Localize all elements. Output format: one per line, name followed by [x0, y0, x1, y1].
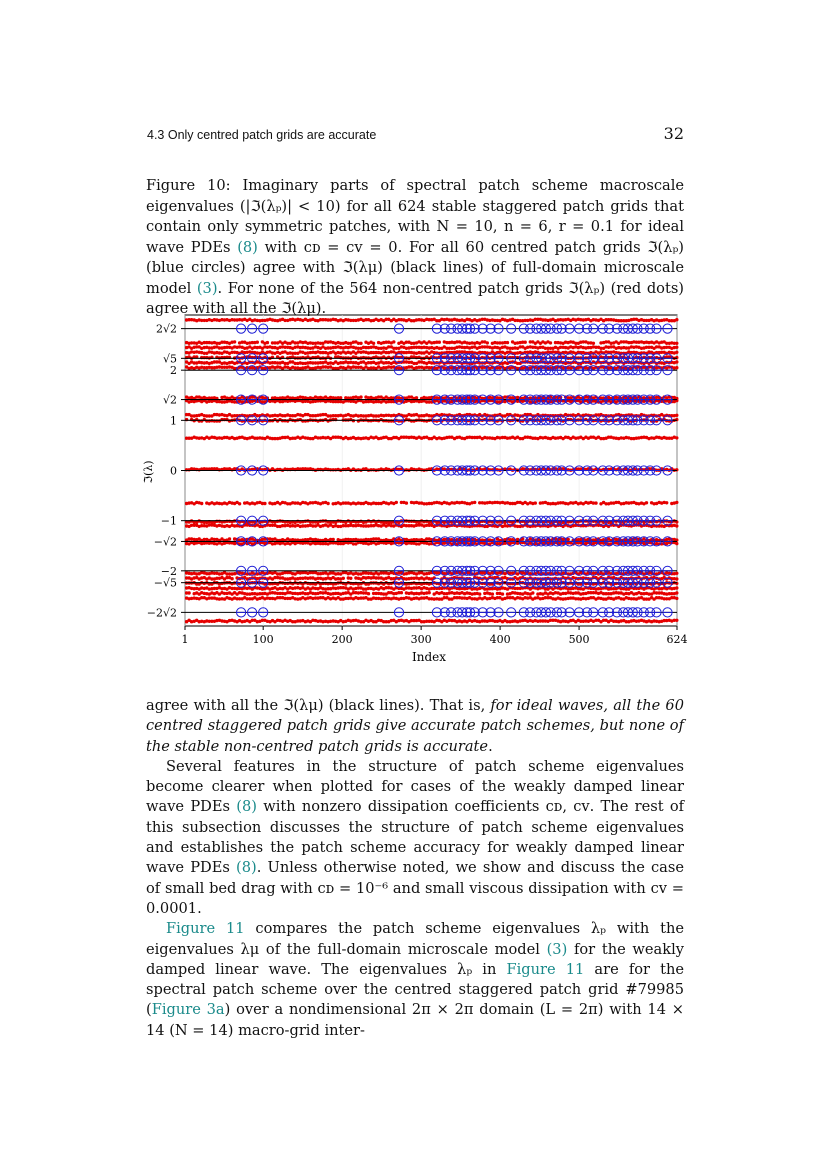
- red-dot: [675, 436, 678, 439]
- y-axis-label: ℑ(λ): [142, 460, 155, 484]
- red-dot: [359, 342, 362, 345]
- equation-ref[interactable]: (3): [196, 279, 218, 297]
- red-dot: [675, 591, 678, 594]
- red-dot: [675, 524, 678, 527]
- red-dot: [645, 501, 648, 504]
- red-dot: [405, 501, 408, 504]
- red-dot: [326, 502, 329, 505]
- red-dot: [233, 340, 236, 343]
- red-dot: [524, 341, 527, 344]
- red-dot: [238, 502, 241, 505]
- red-dot: [501, 592, 504, 595]
- red-dot: [675, 572, 678, 575]
- red-dot: [473, 501, 476, 504]
- red-dot: [349, 577, 352, 580]
- red-dot: [415, 396, 418, 399]
- red-dot: [675, 342, 678, 345]
- red-dot: [332, 538, 335, 541]
- red-dot: [339, 396, 342, 399]
- red-dot: [230, 577, 233, 580]
- red-dot: [428, 591, 431, 594]
- red-dot: [594, 501, 597, 504]
- red-dot: [675, 542, 678, 545]
- red-dot: [372, 342, 375, 345]
- red-dot: [675, 346, 678, 349]
- red-dot: [675, 414, 678, 417]
- red-dot: [342, 577, 345, 580]
- equation-ref[interactable]: (8): [237, 238, 258, 256]
- red-dot: [187, 591, 190, 594]
- red-dot: [400, 591, 403, 594]
- red-dot: [531, 591, 534, 594]
- red-dot: [478, 592, 481, 595]
- red-dot: [491, 592, 494, 595]
- red-dot: [675, 597, 678, 600]
- red-dot: [549, 341, 552, 344]
- red-dot: [675, 586, 678, 589]
- red-dot: [534, 501, 537, 504]
- red-dot: [592, 342, 595, 345]
- red-dot: [392, 340, 395, 343]
- eigenvalue-scatter-chart: [138, 310, 694, 670]
- caption-label: Figure 10:: [146, 177, 231, 194]
- eigenvalue-figure: [138, 310, 694, 670]
- page-number: 32: [663, 124, 684, 143]
- red-dot: [675, 366, 678, 369]
- red-dot: [200, 502, 203, 505]
- red-dot: [675, 351, 678, 354]
- caption-text-3: . For none of the 564 non-centred patch grids ℑ(λₚ) (red dots) agree with all the ℑ(λμ).: [146, 279, 685, 317]
- red-dot: [266, 341, 269, 344]
- caption-text-2: with cᴅ = cᴠ = 0. For all 60 centred patch grids ℑ(λₚ) (blue circles) agree with ℑ(λμ) (black lines) of full-domain microscale model: [146, 238, 684, 297]
- figure-caption: [146, 176, 684, 320]
- red-dot: [438, 341, 441, 344]
- red-dot: [395, 501, 398, 504]
- red-dot: [256, 341, 259, 344]
- red-dot: [675, 318, 678, 321]
- red-dot: [367, 592, 370, 595]
- red-dot: [675, 360, 678, 363]
- x-axis-label: Index: [411, 650, 447, 664]
- running-header-section: 4.3 Only centred patch grids are accurate: [147, 128, 377, 142]
- red-dot: [486, 341, 489, 344]
- red-dot: [359, 395, 362, 398]
- red-dot: [228, 537, 231, 540]
- red-dot: [263, 502, 266, 505]
- red-dot: [675, 619, 678, 622]
- red-dot: [665, 501, 668, 504]
- red-dot: [675, 577, 678, 580]
- red-dot: [675, 501, 678, 504]
- caption-text: Imaginary parts of spectral patch scheme macroscale eigenvalues (|ℑ(λₚ)| < 10) for all 624 stable staggered patch grids that contain only symmetric patches, with N = 10, n = 6, r = 0.1 for ideal wave PDEs: [146, 177, 684, 256]
- red-dot: [506, 341, 509, 344]
